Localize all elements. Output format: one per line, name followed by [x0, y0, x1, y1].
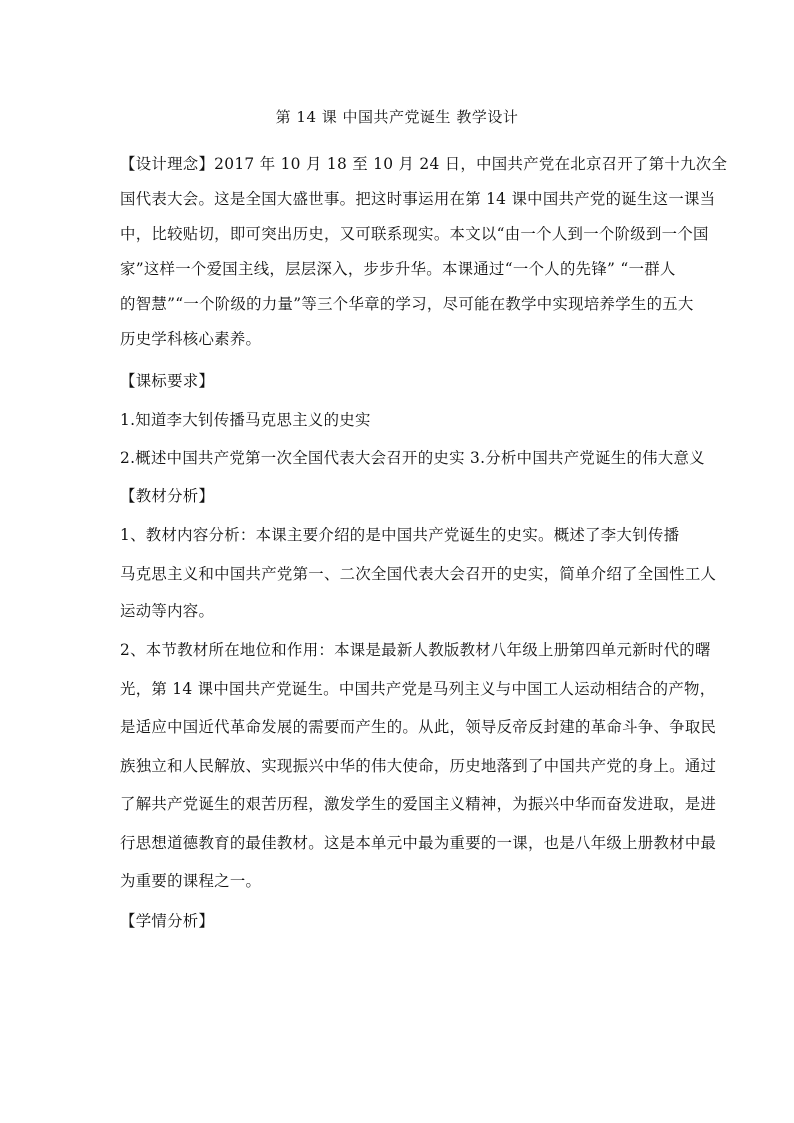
text-line: 的智慧”“一个阶级的力量”等三个华章的学习，尽可能在教学中实现培养学生的五大 — [120, 295, 694, 313]
text-line: 了解共产党诞生的艰苦历程，激发学生的爱国主义精神，为振兴中华而奋发进取，是进 — [120, 795, 717, 813]
text-line: 2、本节教材所在地位和作用：本课是最新人教版教材八年级上册第四单元新时代的曙 — [120, 641, 711, 659]
text-line: 历史学科核心素养。 — [120, 330, 262, 348]
text-line: 中，比较贴切，即可突出历史，又可联系现实。本文以“由一个人到一个阶级到一个国 — [120, 225, 709, 243]
section-heading-textbook: 【教材分析】 — [120, 487, 215, 505]
text-line: 国代表大会。这是全国大盛世事。把这时事运用在第 14 课中国共产党的诞生这一课当 — [120, 190, 716, 208]
section-heading-learner: 【学情分析】 — [120, 912, 215, 930]
text-line: 族独立和人民解放、实现振兴中华的伟大使命，历史地落到了中国共产党的身上。通过 — [120, 757, 717, 775]
text-line: 运动等内容。 — [120, 602, 215, 620]
text-line: 【设计理念】2017 年 10 月 18 至 10 月 24 日，中国共产党在北京召开了第十九次全 — [120, 155, 728, 173]
document-title: 第 14 课 中国共产党诞生 教学设计 — [275, 108, 519, 126]
text-line: 行思想道德教育的最佳教材。这是本单元中最为重要的一课，也是八年级上册教材中最 — [120, 834, 717, 852]
text-line: 光，第 14 课中国共产党诞生。中国共产党是马列主义与中国工人运动相结合的产物， — [120, 680, 716, 698]
text-line: 马克思主义和中国共产党第一、二次全国代表大会召开的史实，简单介绍了全国性工人 — [120, 565, 717, 583]
text-line: 是适应中国近代革命发展的需要而产生的。从此，领导反帝反封建的革命斗争、争取民 — [120, 718, 717, 736]
text-line: 1、教材内容分析：本课主要介绍的是中国共产党诞生的史实。概述了李大钊传播 — [120, 526, 680, 544]
text-line: 为重要的课程之一。 — [120, 872, 262, 890]
text-line: 2.概述中国共产党第一次全国代表大会召开的史实 3.分析中国共产党诞生的伟大意义 — [120, 449, 705, 467]
text-line: 1.知道李大钊传播马克思主义的史实 — [120, 411, 371, 429]
text-line: 家”这样一个爱国主线，层层深入，步步升华。本课通过“一个人的先锋” “一群人 — [120, 260, 676, 278]
section-heading-curriculum: 【课标要求】 — [120, 372, 215, 390]
